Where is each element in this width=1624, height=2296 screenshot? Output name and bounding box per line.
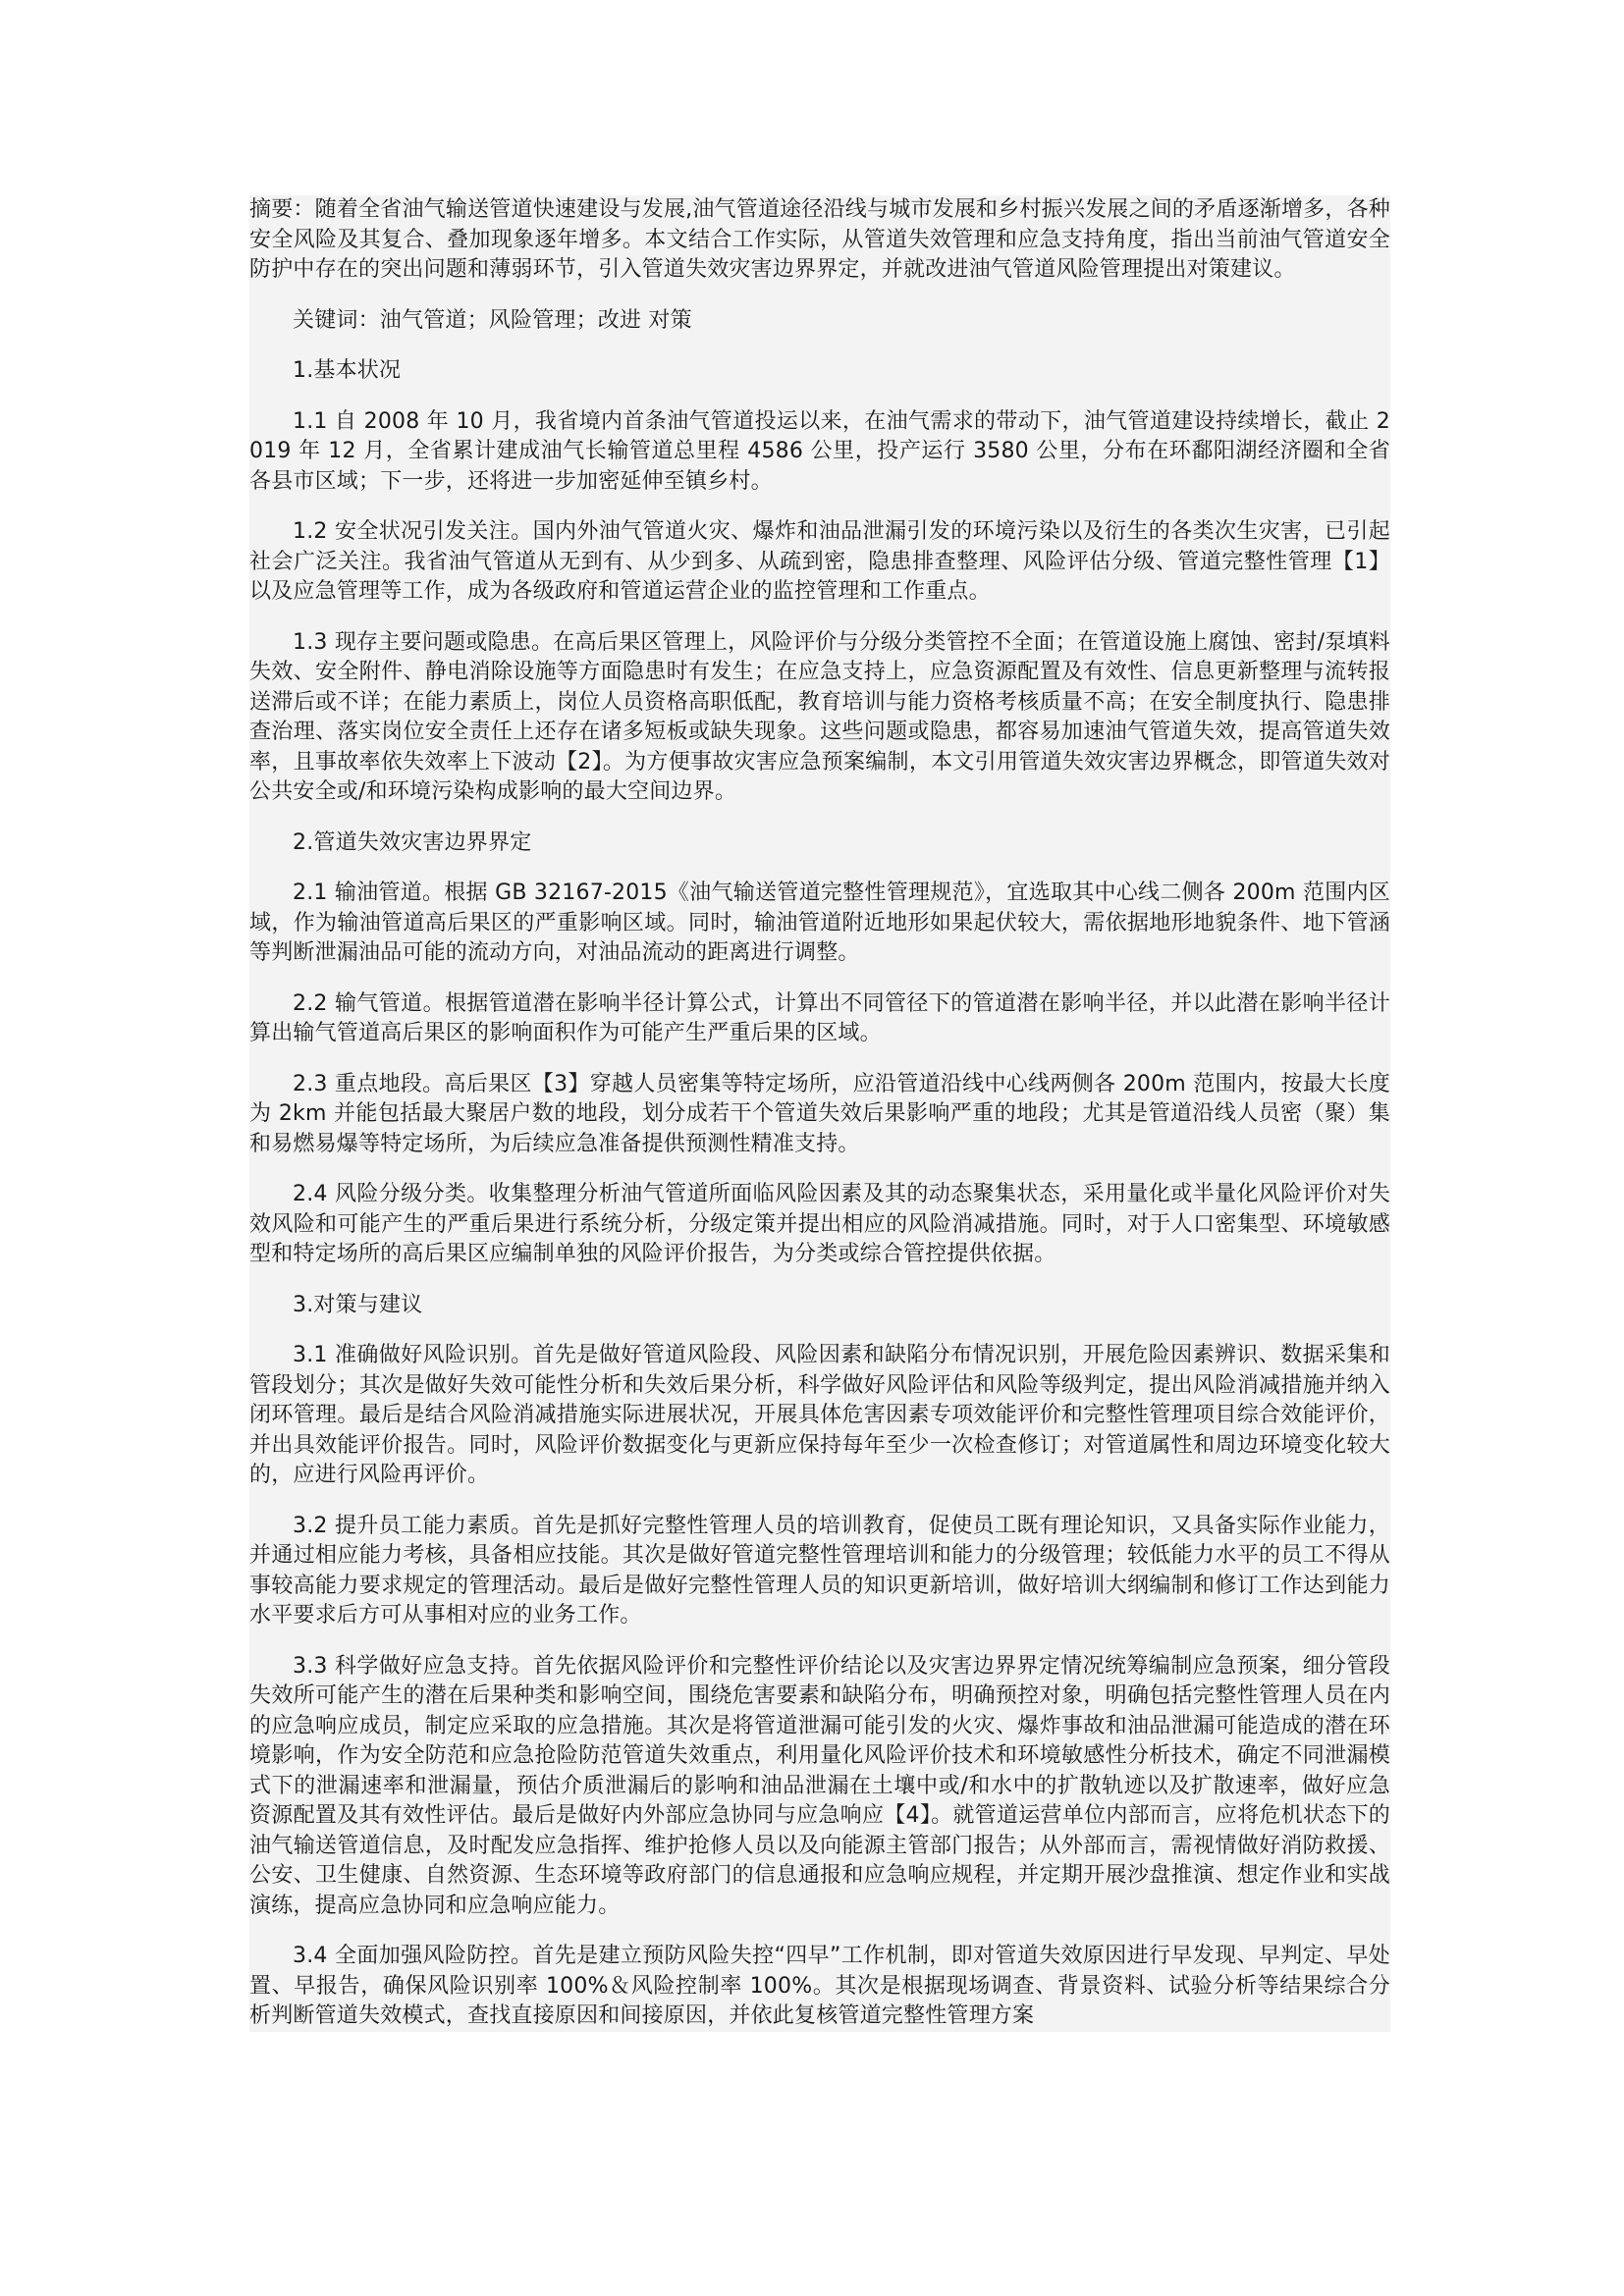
section-1-3-paragraph: 1.3 现存主要问题或隐患。在高后果区管理上，风险评价与分级分类管控不全面；在管道设施上腐蚀、密封/泵填料失效、安全附件、静电消除设施等方面隐患时有发生；在应急支持上，应急资源配置及有效性、信息更新整理与流转报送滞后或不详；在能力素质上，岗位人员资格高职低配，教育培训与能力资格考核质量不高；在安全制度执行、隐患排查治理、落实岗位安全责任上还存在诸多短板或缺失现象。这些问题或隐患，都容易加速油气管道失效，提高管道失效率，且事故率依失效率上下波动【2】。为方便事故灾害应急预案编制，本文引用管道失效灾害边界概念，即管道失效对公共安全或/和环境污染构成影响的最大空间边界。 (249, 629, 1390, 804)
keywords-line: 关键词：油气管道；风险管理；改进 对策 (293, 307, 692, 333)
section-3-4-paragraph: 3.4 全面加强风险防控。首先是建立预防风险失控“四早”工作机制，即对管道失效原因进行早发现、早判定、早处置、早报告，确保风险识别率 100%＆风险控制率 100%。其次是根据现场调查、背景资料、试验分析等结果综合分析判断管道失效模式，查找直接原因和间接原因，并依此复核管道完整性管理方案 (249, 1944, 1390, 2028)
section-3-2-paragraph: 3.2 提升员工能力素质。首先是抓好完整性管理人员的培训教育，促使员工既有理论知识，又具备实际作业能力，并通过相应能力考核，具备相应技能。其次是做好管道完整性管理培训和能力的分级管理；较低能力水平的员工不得从事较高能力要求规定的管理活动。最后是做好完整性管理人员的知识更新培训，做好培训大纲编制和修订工作达到能力水平要求后方可从事相对应的业务工作。 (249, 1513, 1390, 1628)
section-1-heading: 1.基本状况 (293, 358, 402, 383)
section-1-2-paragraph: 1.2 安全状况引发关注。国内外油气管道火灾、爆炸和油品泄漏引发的环境污染以及衍生的各类次生灾害，已引起社会广泛关注。我省油气管道从无到有、从少到多、从疏到密，隐患排查整理、风险评估分级、管道完整性管理【1】以及应急管理等工作，成为各级政府和管道运营企业的监控管理和工作重点。 (249, 519, 1390, 604)
section-3-3-paragraph: 3.3 科学做好应急支持。首先依据风险评价和完整性评价结论以及灾害边界界定情况统筹编制应急预案，细分管段失效所可能产生的潜在后果种类和影响空间，围绕危害要素和缺陷分布，明确预控对象，明确包括完整性管理人员在内的应急响应成员，制定应采取的应急措施。其次是将管道泄漏可能引发的火灾、爆炸事故和油品泄漏可能造成的潜在环境影响，作为安全防范和应急抢险防范管道失效重点，利用量化风险评价技术和环境敏感性分析技术，确定不同泄漏模式下的泄漏速率和泄漏量，预估介质泄漏后的影响和油品泄漏在土壤中或/和水中的扩散轨迹以及扩散速率，做好应急资源配置及其有效性评估。最后是做好内外部应急协同与应急响应【4】。就管道运营单位内部而言，应将危机状态下的油气输送管道信息，及时配发应急指挥、维护抢修人员以及向能源主管部门报告；从外部而言，需视情做好消防救援、公安、卫生健康、自然资源、生态环境等政府部门的信息通报和应急响应规程，并定期开展沙盘推演、想定作业和实战演练，提高应急协同和应急响应能力。 (249, 1653, 1390, 1918)
section-3-heading: 3.对策与建议 (293, 1292, 423, 1317)
section-2-heading: 2.管道失效灾害边界界定 (293, 829, 532, 855)
section-3-1-paragraph: 3.1 准确做好风险识别。首先是做好管道风险段、风险因素和缺陷分布情况识别，开展危险因素辨识、数据采集和管段划分；其次是做好失效可能性分析和失效后果分析，科学做好风险评估和风险等级判定，提出风险消减措施并纳入闭环管理。最后是结合风险消减措施实际进展状况，开展具体危害因素专项效能评价和完整性管理项目综合效能评价，并出具效能评价报告。同时，风险评价数据变化与更新应保持每年至少一次检查修订；对管道属性和周边环境变化较大的，应进行风险再评价。 (249, 1343, 1390, 1487)
section-2-3-paragraph: 2.3 重点地段。高后果区【3】穿越人员密集等特定场所，应沿管道沿线中心线两侧各 200m 范围内，按最大长度为 2km 并能包括最大聚居户数的地段，划分成若干个管道失效后果影响严重的地段；尤其是管道沿线人员密（聚）集和易燃易爆等特定场所，为后续应急准备提供预测性精准支持。 (249, 1071, 1390, 1156)
section-2-2-paragraph: 2.2 输气管道。根据管道潜在影响半径计算公式，计算出不同管径下的管道潜在影响半径，并以此潜在影响半径计算出输气管道高后果区的影响面积作为可能产生严重后果的区域。 (249, 990, 1390, 1045)
document-body (249, 195, 1390, 2032)
section-2-1-paragraph: 2.1 输油管道。根据 GB 32167-2015《油气输送管道完整性管理规范》，宜选取其中心线二侧各 200m 范围内区域，作为输油管道高后果区的严重影响区域。同时，输油管道附近地形如果起伏较大，需依据地形地貌条件、地下管涵等判断泄漏油品可能的流动方向，对油品流动的距离进行调整。 (249, 881, 1390, 965)
section-1-1-paragraph: 1.1 自 2008 年 10 月，我省境内首条油气管道投运以来，在油气需求的带动下，油气管道建设持续增长，截止 2019 年 12 月，全省累计建成油气长输管道总里程 4586 公里，投产运行 3580 公里，分布在环鄱阳湖经济圈和全省各县市区域；下一步，还将进一步加密延伸至镇乡村。 (249, 408, 1390, 494)
section-2-4-paragraph: 2.4 风险分级分类。收集整理分析油气管道所面临风险因素及其的动态聚集状态，采用量化或半量化风险评价对失效风险和可能产生的严重后果进行系统分析，分级定策并提出相应的风险消减措施。同时，对于人口密集型、环境敏感型和特定场所的高后果区应编制单独的风险评价报告，为分类或综合管控提供依据。 (249, 1182, 1390, 1266)
abstract-paragraph: 摘要：随着全省油气输送管道快速建设与发展,油气管道途径沿线与城市发展和乡村振兴发展之间的矛盾逐渐增多，各种安全风险及其复合、叠加现象逐年增多。本文结合工作实际，从管道失效管理和应急支持角度，指出当前油气管道安全防护中存在的突出问题和薄弱环节，引入管道失效灾害边界界定，并就改进油气管道风险管理提出对策建议。 (249, 197, 1390, 282)
